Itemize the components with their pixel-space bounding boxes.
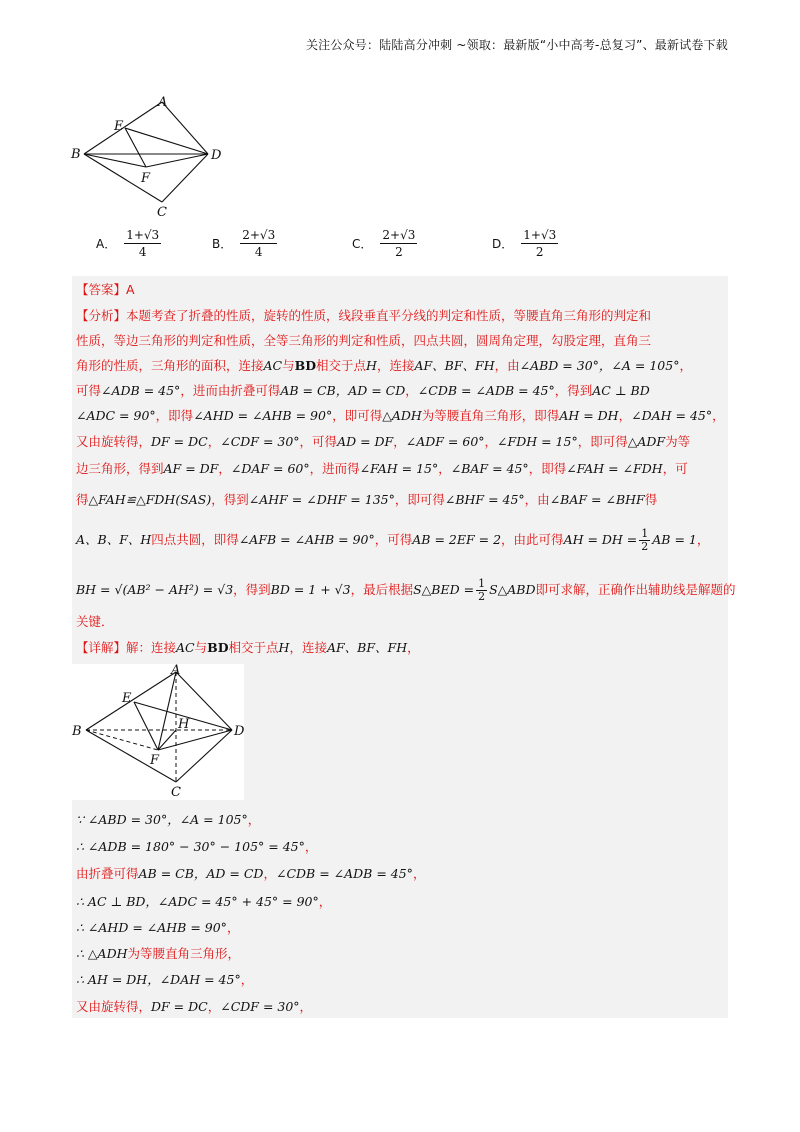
edge-BC (84, 154, 162, 202)
analysis-line-1: 【分析】本题考查了折叠的性质，旋转的性质，线段垂直平分线的判定和性质，等腰直角三角形的判定和 (76, 308, 652, 323)
step-3: 由折叠可得AB = CB，AD = CD，∠CDB = ∠ADB = 45°， (76, 866, 426, 881)
step-1: ∵ ∠ABD = 30°，∠A = 105°， (76, 812, 261, 827)
analysis-line-7: 边三角形，得到AF = DF，∠DAF = 60°，进而得∠FAH = 15°，∠BAF = 45°，即得∠FAH = ∠FDH，可 (76, 461, 688, 476)
edge-BF (84, 154, 146, 167)
step-5: ∴ ∠AHD = ∠AHB = 90°， (76, 920, 240, 935)
label-A: A (171, 664, 181, 678)
label-F: F (141, 171, 151, 186)
label-C: C (157, 205, 167, 220)
label-C: C (171, 785, 181, 800)
label-H: H (178, 717, 190, 732)
label-B: B (71, 147, 81, 162)
edge-FD (146, 154, 208, 167)
analysis-line-9: A、B、F、H四点共圆，即得∠AFB = ∠AHB = 90°，可得AB = 2EF = 2，由此可得AH = DH = $\frac{1}{2}$ AB = 1， (76, 527, 710, 553)
answer-line: 【答案】A (76, 282, 135, 297)
choice-a: A． $\frac{1+√3}{4}$ (96, 228, 160, 259)
label-D: D (211, 148, 222, 163)
detail-line-1: 【详解】解：连接AC与BD相交于点H，连接AF、BF、FH， (76, 640, 420, 655)
edge-CD (162, 154, 208, 202)
answer-choices (96, 228, 716, 268)
step-6: ∴ △ADH为等腰直角三角形， (76, 946, 241, 961)
label-E: E (114, 119, 124, 134)
analysis-line-10: BH = √(AB² − AH²) = √3，得到BD = 1 + √3，最后根据S△BED = $\frac{1}{2}$ S△ABD即可求解，正确作出辅助线是解题的 (76, 577, 736, 603)
edge-EF (134, 702, 158, 750)
label-B: B (72, 724, 82, 739)
analysis-line-6: 又由旋转得，DF = DC，∠CDF = 30°，可得AD = DF，∠ADF = 60°，∠FDH = 15°，即可得△ADF为等 (76, 434, 691, 449)
analysis-line-2: 性质，等边三角形的判定和性质，全等三角形的判定和性质，四点共圆，圆周角定理，勾股定理，直角三 (76, 333, 652, 348)
analysis-line-4: 可得∠ADB = 45°，进而由折叠可得AB = CB，AD = CD，∠CDB = ∠ADB = 45°，得到AC ⊥ BD (76, 383, 650, 398)
label-F: F (150, 753, 160, 768)
step-2: ∴ ∠ADB = 180° − 30° − 105° = 45°， (76, 839, 318, 854)
edge-BC (86, 730, 176, 782)
choice-b: B． $\frac{2+√3}{4}$ (212, 228, 276, 259)
figure-construction (70, 664, 244, 800)
choice-c: C． $\frac{2+√3}{2}$ (352, 228, 416, 259)
label-A: A (158, 95, 168, 110)
step-8: 又由旋转得，DF = DC，∠CDF = 30°， (76, 999, 313, 1014)
label-E: E (122, 691, 132, 706)
edge-BF (86, 730, 158, 750)
choice-d: D． $\frac{1+√3}{2}$ (492, 228, 557, 259)
edge-AD (162, 102, 208, 154)
analysis-line-8: 得△FAH≌△FDH(SAS)，得到∠AHF = ∠DHF = 135°，即可得∠BHF = 45°，由∠BAF = ∠BHF得 (76, 492, 658, 507)
label-D: D (234, 724, 244, 739)
analysis-line-3: 角形的性质，三角形的面积，连接AC与BD相交于点H，连接AF、BF、FH，由∠ABD = 30°，∠A = 105°， (76, 358, 692, 373)
step-7: ∴ AH = DH，∠DAH = 45°， (76, 972, 254, 987)
step-4: ∴ AC ⊥ BD，∠ADC = 45° + 45° = 90°， (76, 894, 332, 909)
analysis-line-11: 关键． (76, 614, 114, 629)
page-header: 关注公众号：陆陆高分冲刺 ~领取：最新版“小中高考-总复习”、最新试卷下载 (305, 38, 728, 52)
edge-AF (158, 672, 176, 750)
analysis-line-5: ∠ADC = 90°，即得∠AHD = ∠AHB = 90°，即可得△ADH为等腰直角三角形，即得AH = DH，∠DAH = 45°， (76, 408, 725, 423)
figure-quadrilateral (68, 92, 238, 220)
